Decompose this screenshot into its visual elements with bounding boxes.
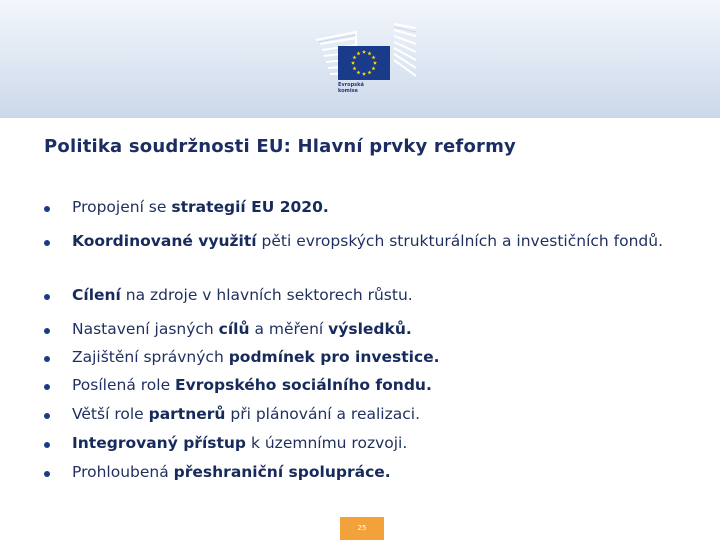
- bullet-text: [72, 318, 684, 340]
- bullet-text: [72, 432, 684, 454]
- bullet-text: [72, 403, 684, 425]
- bullet-text: [72, 461, 684, 483]
- bullet-text-bold: partnerů: [148, 405, 226, 423]
- bullet-text: [72, 374, 684, 396]
- bullet-item: [44, 230, 684, 252]
- bullet-dot-icon: [44, 413, 50, 419]
- bullet-text-part: Nastavení jasných: [72, 320, 219, 338]
- bullet-text: [72, 230, 684, 252]
- bullet-item: [44, 374, 684, 396]
- bullet-dot-icon: [44, 384, 50, 390]
- bullet-text-part: Propojení se: [72, 198, 172, 216]
- bullet-item: [44, 196, 684, 218]
- bullet-dot-icon: [44, 442, 50, 448]
- bullet-text-part: a měření: [249, 320, 329, 338]
- bullet-item: [44, 403, 684, 425]
- logo-text-line1: Evropská: [338, 82, 364, 88]
- bullet-text: [72, 196, 684, 218]
- bullet-text-bold: přeshraniční spolupráce.: [173, 463, 391, 481]
- bullet-item: [44, 318, 684, 340]
- bullet-text-bold: cílů: [218, 320, 250, 338]
- bullet-text-bold: výsledků.: [328, 320, 412, 338]
- bullet-text-bold: Cílení: [72, 286, 121, 304]
- logo-text-line2: komise: [338, 88, 358, 94]
- bullet-item: [44, 284, 684, 306]
- bullet-text-part: Posílená role: [72, 376, 176, 394]
- european-commission-logo: [316, 18, 416, 82]
- bullet-text-bold: Evropského sociálního fondu.: [175, 376, 432, 394]
- bullet-dot-icon: [44, 328, 50, 334]
- bullet-text-bold: podmínek pro investice.: [228, 348, 440, 366]
- bullet-text-bold: Integrovaný přístup: [72, 434, 247, 452]
- bullet-item: [44, 346, 684, 368]
- bullet-item: [44, 432, 684, 454]
- bullet-dot-icon: [44, 471, 50, 477]
- bullet-text-part: na zdroje v hlavních sektorech růstu.: [120, 286, 413, 304]
- bullet-text-part: k územnímu rozvoji.: [246, 434, 408, 452]
- page-number: 25: [340, 517, 384, 540]
- bullet-text-part: při plánování a realizaci.: [225, 405, 420, 423]
- bullet-text: [72, 346, 684, 368]
- bullet-text-part: pěti evropských strukturálních a investičních fondů.: [256, 232, 664, 250]
- bullet-dot-icon: [44, 356, 50, 362]
- bullet-dot-icon: [44, 240, 50, 246]
- logo-text: [338, 82, 378, 94]
- bullet-text-part: Zajištění správných: [72, 348, 229, 366]
- bullet-text-part: Větší role: [72, 405, 149, 423]
- bullet-dot-icon: [44, 206, 50, 212]
- bullet-text-bold: strategií EU 2020.: [171, 198, 329, 216]
- page-title: Politika soudržnosti EU: Hlavní prvky reformy: [44, 136, 516, 157]
- bullet-text-bold: Koordinované využití: [72, 232, 257, 250]
- bullet-item: [44, 461, 684, 483]
- bullet-text: [72, 284, 684, 306]
- bullet-text-part: Prohloubená: [72, 463, 174, 481]
- bullet-dot-icon: [44, 294, 50, 300]
